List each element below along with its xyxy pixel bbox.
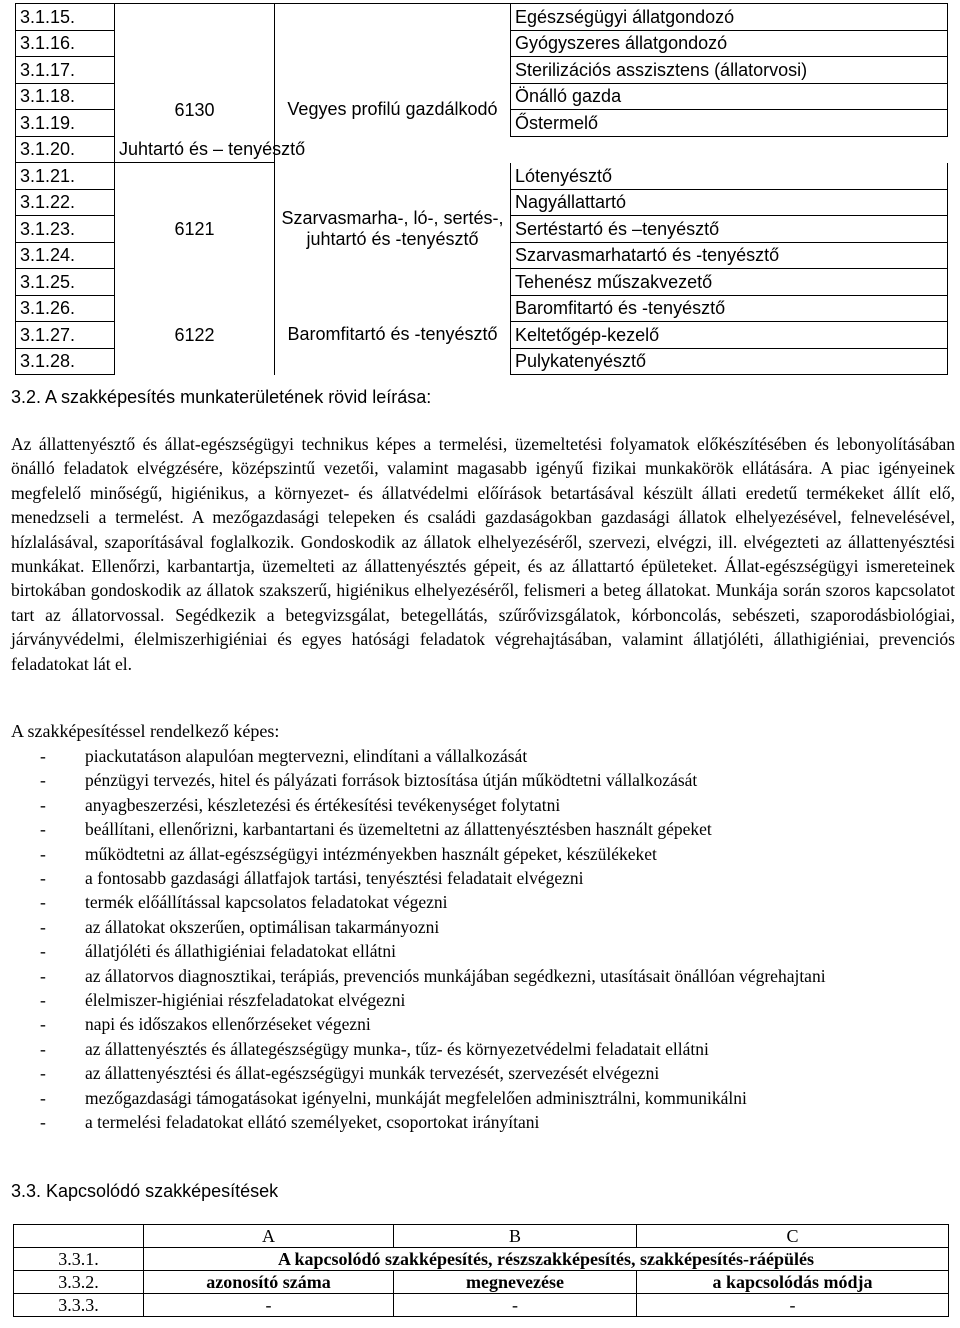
work-area: Szarvasmarha-, ló-, sertés-, juhtartó és -tenyésztő (275, 163, 511, 296)
list-item (11, 768, 955, 792)
profession-name: Keltetőgép-kezelő (511, 322, 948, 349)
list-item (11, 988, 955, 1012)
empty-code-cell (115, 57, 275, 84)
table-row (14, 1294, 949, 1317)
profession-name: Önálló gazda (511, 83, 948, 110)
row-title: A kapcsolódó szakképesítés, részszakképesítés, szakképesítés-ráépülés (144, 1248, 949, 1271)
list-dash: - (40, 770, 46, 791)
table-row (16, 57, 948, 84)
row-number: 3.3.2. (14, 1271, 144, 1294)
row-number: 3.1.19. (16, 110, 115, 137)
profession-name: Sertéstartó és –tenyésztő (511, 216, 948, 243)
profession-name: Tehenész műszakvezető (511, 269, 948, 296)
list-item (11, 939, 955, 963)
list-item-text: beállítani, ellenőrizni, karbantartani és üzemeltetni az állattenyésztésben használt gépeket (85, 819, 712, 840)
list-item-text: anyagbeszerzési, készletezési és értékesítési tevékenységet folytatni (85, 794, 561, 815)
list-dash: - (40, 892, 46, 913)
list-item-text: napi és időszakos ellenőrzéseket végezni (85, 1014, 371, 1035)
list-item (11, 964, 955, 988)
related-qualifications-table (13, 1224, 949, 1317)
empty-area-cell (275, 30, 511, 57)
list-dash: - (40, 794, 46, 815)
col-c-cell: a kapcsolódás módja (637, 1271, 949, 1294)
row-number: 3.1.18. (16, 83, 115, 110)
row-number: 3.3.3. (14, 1294, 144, 1317)
list-item (11, 744, 955, 768)
list-dash: - (40, 843, 46, 864)
row-number: 3.1.23. (16, 216, 115, 243)
row-number: 3.1.28. (16, 348, 115, 375)
table-row (14, 1248, 949, 1271)
list-item (11, 915, 955, 939)
list-item-text: a fontosabb gazdasági állatfajok tartási, tenyésztési feladatait elvégezni (85, 868, 584, 889)
list-dash: - (40, 868, 46, 889)
profession-name: Gyógyszeres állatgondozó (511, 30, 948, 57)
header-empty-cell (14, 1225, 144, 1248)
row-number: 3.1.15. (16, 4, 115, 31)
table-row (16, 163, 948, 190)
list-item (11, 817, 955, 841)
list-item-text: az állattenyésztési és állat-egészségügyi munkák tervezését, szervezését elvégezni (85, 1063, 660, 1084)
profession-name: Őstermelő (511, 110, 948, 137)
list-item-text: mezőgazdasági támogatásokat igényelni, munkáját megfelelően adminisztrálni, kommunikálni (85, 1087, 747, 1108)
row-number: 3.1.16. (16, 30, 115, 57)
list-item-text: működtetni az állat-egészségügyi intézményekben használt gépeket, készülékeket (85, 843, 657, 864)
list-item (11, 793, 955, 817)
section-3-3-heading: 3.3. Kapcsolódó szakképesítések (11, 1181, 279, 1201)
list-dash: - (40, 916, 46, 937)
list-item (11, 1086, 955, 1110)
work-area: Baromfitartó és -tenyésztő (275, 295, 511, 375)
capabilities-list (11, 744, 955, 1135)
list-item-text: pénzügyi tervezés, hitel és pályázati források biztosítása útján működtetni vállalkozását (85, 770, 698, 791)
profession-name: Egészségügyi állatgondozó (511, 4, 948, 31)
col-a-cell: - (144, 1294, 394, 1317)
list-dash: - (40, 1087, 46, 1108)
table-row (14, 1271, 949, 1294)
work-area: Vegyes profilú gazdálkodó (275, 83, 511, 136)
feor-code: 6122 (115, 295, 275, 375)
row-number: 3.1.17. (16, 57, 115, 84)
list-item (11, 1061, 955, 1085)
profession-name: Szarvasmarhatartó és -tenyésztő (511, 242, 948, 269)
table-row (16, 30, 948, 57)
empty-area-cell (275, 57, 511, 84)
list-item (11, 1012, 955, 1036)
list-dash: - (40, 819, 46, 840)
list-item (11, 1110, 955, 1134)
list-item-text: az állatorvos diagnosztikai, terápiás, prevenciós munkájában segédkezni, utasításait önállóan végrehajtani (85, 965, 826, 986)
list-dash: - (40, 1038, 46, 1059)
list-item (11, 890, 955, 914)
row-number: 3.1.21. (16, 163, 115, 190)
row-number: 3.1.25. (16, 269, 115, 296)
table-row (16, 136, 948, 163)
list-dash: - (40, 965, 46, 986)
col-a-cell: azonosító száma (144, 1271, 394, 1294)
row-number: 3.1.24. (16, 242, 115, 269)
profession-name: Nagyállattartó (511, 189, 948, 216)
row-number: 3.1.22. (16, 189, 115, 216)
section-3-2-heading: 3.2. A szakképesítés munkaterületének rövid leírása: (11, 387, 432, 407)
profession-name: Baromfitartó és -tenyésztő (511, 295, 948, 322)
list-item (11, 842, 955, 866)
table-row (16, 83, 948, 110)
section-3-2-paragraph: Az állattenyésztő és állat-egészségügyi technikus képes a termelési, üzemeltetési folyamatok előkészítésében és lebonyolításában önálló feladatok elvégzésére, középszintű vezetői, valamint magasabb igényű fizikai munkakörök ellátására. A piac igényeinek megfelelő minőségű, higiénikus, a környezet- és állatvédelmi előírások betartásával készült állati eredetű termékeket állít elő, menedzseli a termelést. A mezőgazdasági telepeken és családi gazdaságokban gazdasági állatok elhelyezésével, felnevelésével, hízlalásával, szaporításával foglalkozik. Gondoskodik az állatok elhelyezéséről, szervezi, elvégzi, ill. elvégezteti az állattenyésztési munkákat. Ellenőrzi, karbantartja, üzemelteti az állattenyésztés gépeit, és az állattartó épületeket. Állat-egészségügyi ismereteinek birtokában gondoskodik az állatok szakszerű, higiénikus elhelyezéséről, felismeri a beteg állatokat. Munkája során szoros kapcsolatot tart az állatorvossal. Segédkezik a betegvizsgálat, betegellátás, szűrővizsgálatok, kórboncolás, sebészeti, szaporodásbiológiai, járványvédelmi, élelmiszerhigiéniai és egyes hatósági feladatok végrehajtásában, valamint állatjóléti, állathigiéniai, prevenciós feladatokat lát el. (11, 434, 955, 674)
list-item-text: az állatokat okszerűen, optimálisan takarmányozni (85, 916, 440, 937)
profession-name: Pulykatenyésztő (511, 348, 948, 375)
header-col-c: C (637, 1225, 949, 1248)
capabilities-intro: A szakképesítéssel rendelkező képes: (11, 721, 280, 741)
profession-table (15, 3, 948, 375)
list-item (11, 1037, 955, 1061)
list-item-text: az állattenyésztés és állategészségügy munka-, tűz- és környezetvédelmi feladatait ellátni (85, 1038, 709, 1059)
table-row (16, 4, 948, 31)
table-header-row (14, 1225, 949, 1248)
list-item-text: élelmiszer-higiéniai részfeladatokat elvégezni (85, 990, 406, 1011)
col-b-cell: megnevezése (394, 1271, 637, 1294)
list-dash: - (40, 746, 46, 766)
empty-code-cell (115, 30, 275, 57)
empty-code-cell (115, 4, 275, 31)
col-c-cell: - (637, 1294, 949, 1317)
feor-code: 6121 (115, 163, 275, 296)
list-dash: - (40, 990, 46, 1011)
list-dash: - (40, 1063, 46, 1084)
list-item-text: piackutatáson alapulóan megtervezni, elindítani a vállalkozását (85, 746, 528, 766)
list-dash: - (40, 1014, 46, 1035)
row-number: 3.1.20. (16, 136, 115, 163)
row-number: 3.3.1. (14, 1248, 144, 1271)
row-number: 3.1.26. (16, 295, 115, 322)
empty-area-cell (275, 4, 511, 31)
feor-code: 6130 (115, 83, 275, 136)
header-col-a: A (144, 1225, 394, 1248)
profession-name: Sterilizációs asszisztens (állatorvosi) (511, 57, 948, 84)
list-item (11, 866, 955, 890)
list-item-text: termék előállítással kapcsolatos feladatokat végezni (85, 892, 448, 913)
profession-name: Juhtartó és – tenyésztő (115, 136, 275, 163)
profession-name: Lótenyésztő (511, 163, 948, 190)
header-col-b: B (394, 1225, 637, 1248)
list-item-text: állatjóléti és állathigiéniai feladatokat ellátni (85, 941, 396, 962)
table-row (16, 295, 948, 322)
list-dash: - (40, 1112, 46, 1133)
col-b-cell: - (394, 1294, 637, 1317)
list-item-text: a termelési feladatokat ellátó személyeket, csoportokat irányítani (85, 1112, 540, 1133)
row-number: 3.1.27. (16, 322, 115, 349)
list-dash: - (40, 941, 46, 962)
